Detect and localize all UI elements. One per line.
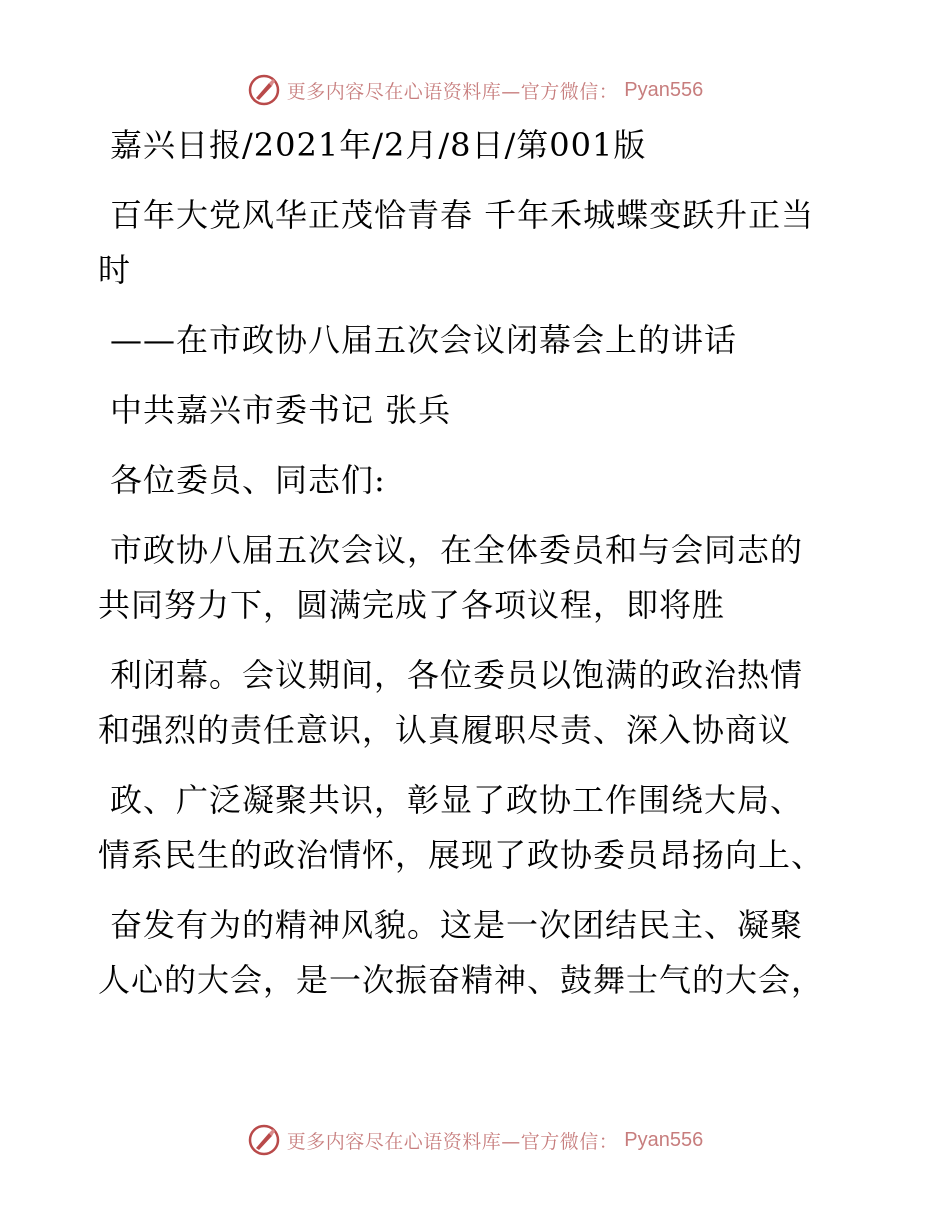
- body-line: 市政协八届五次会议，在全体委员和与会同志的: [110, 531, 804, 569]
- watermark-text: 更多内容尽在心语资料库—官方微信：: [286, 1130, 619, 1153]
- pen-logo-icon: [247, 73, 281, 107]
- pen-logo-icon: [247, 1123, 281, 1157]
- body-line: 政、广泛凝聚共识，彰显了政协工作围绕大局、: [110, 781, 804, 819]
- title-line-2: 时: [98, 251, 132, 289]
- salutation: 各位委员、同志们:: [110, 461, 386, 499]
- title-line-1: 百年大党风华正茂恰青春 千年禾城蝶变跃升正当: [110, 196, 815, 234]
- body-line: 利闭幕。会议期间，各位委员以饱满的政治热情: [110, 656, 804, 694]
- body-line: 奋发有为的精神风貌。这是一次团结民主、凝聚: [110, 906, 804, 944]
- subtitle: ——在市政协八届五次会议闭幕会上的讲话: [110, 321, 738, 359]
- watermark-text: 更多内容尽在心语资料库—官方微信：: [286, 80, 619, 103]
- watermark-wechat-id: Pyan556: [624, 1128, 704, 1151]
- watermark-footer: [0, 1120, 950, 1160]
- article-content: [98, 118, 858, 1008]
- body-line: 和强烈的责任意识，认真履职尽责、深入协商议: [98, 711, 792, 749]
- body-line: 共同努力下，圆满完成了各项议程，即将胜: [98, 586, 726, 624]
- watermark-header: [0, 70, 950, 110]
- body-line: 情系民生的政治情怀，展现了政协委员昂扬向上、: [98, 836, 825, 874]
- source-line: 嘉兴日报/2021年/2月/8日/第001版: [110, 126, 647, 164]
- watermark-wechat-id: Pyan556: [624, 78, 704, 101]
- author-line: 中共嘉兴市委书记 张兵: [110, 391, 452, 429]
- body-line: 人心的大会，是一次振奋精神、鼓舞士气的大会，: [98, 961, 825, 999]
